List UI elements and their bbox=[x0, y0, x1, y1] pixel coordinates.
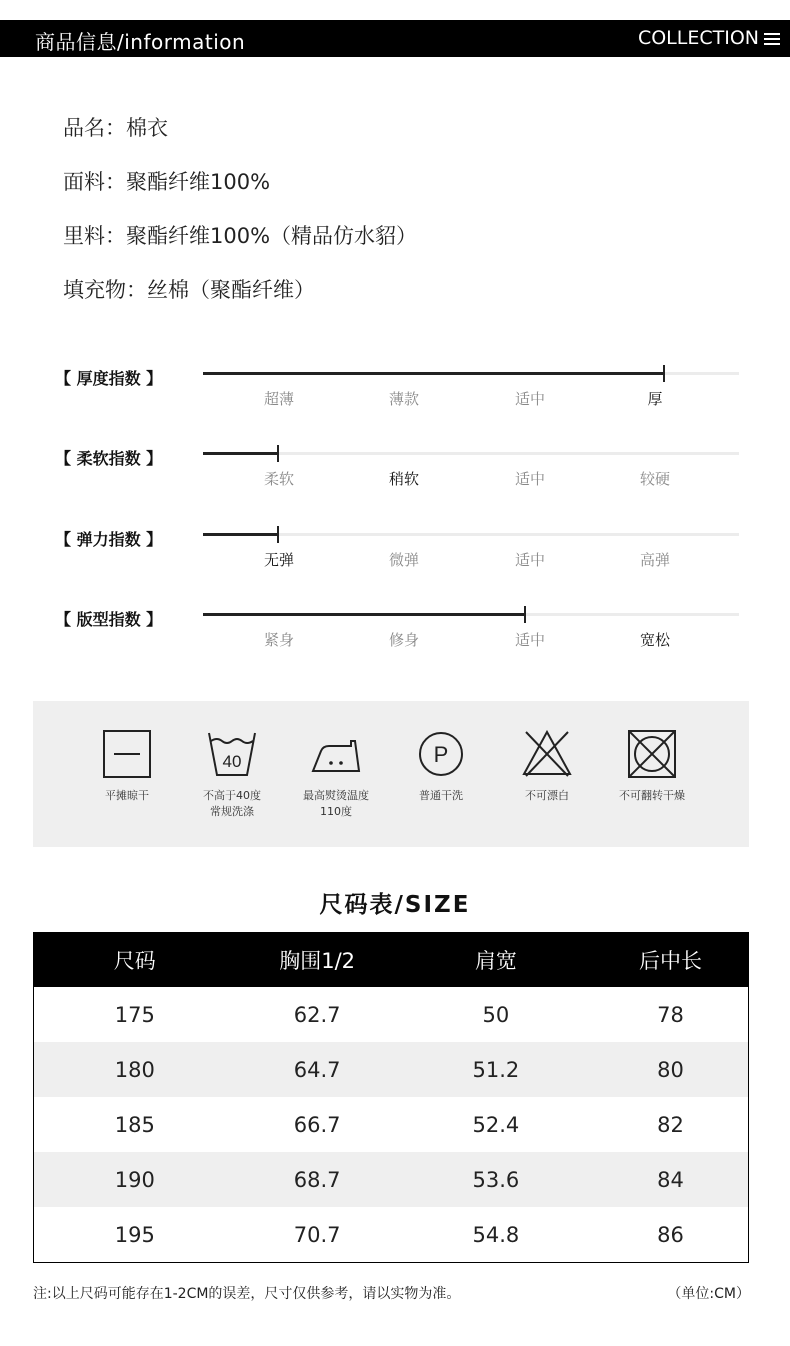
product-info bbox=[63, 113, 417, 329]
collection-menu[interactable] bbox=[638, 27, 780, 49]
index-tick-label: 薄款 bbox=[388, 390, 419, 408]
care-text: 110度 bbox=[320, 805, 352, 818]
index-marker bbox=[277, 526, 279, 543]
column-header: 后中长 bbox=[593, 933, 748, 988]
care-text: 常规洗涤 bbox=[210, 805, 254, 818]
care-text: 不可漂白 bbox=[525, 789, 569, 802]
table-cell: 86 bbox=[657, 1222, 684, 1247]
table-cell: 84 bbox=[593, 1152, 748, 1207]
table-cell: 190 bbox=[34, 1152, 236, 1207]
care-text: 平摊晾干 bbox=[105, 789, 149, 802]
care-item bbox=[391, 729, 491, 804]
index-label: 【 版型指数 】 bbox=[55, 610, 163, 629]
care-item bbox=[286, 729, 386, 820]
flat-dry-shade-icon bbox=[102, 729, 152, 779]
index-label: 【 柔软指数 】 bbox=[55, 449, 163, 468]
index-tick-label: 较硬 bbox=[639, 470, 670, 488]
index-tick-label: 适中 bbox=[514, 551, 545, 569]
table-row bbox=[34, 1152, 749, 1207]
dry-clean-letter: P bbox=[433, 742, 449, 767]
table-header-row bbox=[34, 933, 749, 988]
footer-note: 注:以上尺码可能存在1-2CM的误差，尺寸仅供参考，请以实物为准。 bbox=[33, 1286, 461, 1302]
table-cell: 51.2 bbox=[399, 1042, 593, 1097]
care-item bbox=[77, 729, 177, 804]
collection-label: COLLECTION bbox=[637, 27, 759, 49]
table-cell: 50 bbox=[482, 1002, 510, 1027]
care-item bbox=[602, 729, 702, 804]
table-row bbox=[34, 1207, 749, 1263]
iron-110-icon bbox=[311, 729, 361, 779]
table-cell: 52.4 bbox=[472, 1112, 520, 1137]
index-row bbox=[0, 369, 790, 432]
wash-temp-number: 40 bbox=[222, 752, 242, 771]
table-cell: 68.7 bbox=[236, 1152, 399, 1207]
index-track-fill bbox=[203, 372, 664, 375]
size-table-title: 尺码表/SIZE bbox=[319, 892, 471, 918]
column-header: 尺码 bbox=[34, 933, 236, 988]
header-bar bbox=[0, 20, 790, 57]
index-tick-label: 紧身 bbox=[263, 631, 294, 649]
info-fabric: 面料：聚酯纤维100% bbox=[63, 170, 271, 194]
index-tick-label: 宽松 bbox=[639, 631, 670, 649]
table-row bbox=[34, 987, 749, 1042]
wash-40-icon bbox=[207, 729, 257, 779]
column-header: 肩宽 bbox=[399, 933, 593, 988]
index-marker bbox=[663, 365, 665, 382]
table-cell: 180 bbox=[34, 1042, 236, 1097]
info-filling: 填充物：丝棉（聚酯纤维） bbox=[63, 278, 315, 302]
info-lining: 里料：聚酯纤维100%（精品仿水貂） bbox=[63, 224, 418, 248]
index-tick-label: 柔软 bbox=[263, 470, 294, 488]
index-track bbox=[203, 372, 739, 375]
care-item bbox=[182, 729, 282, 820]
table-row bbox=[34, 1097, 749, 1152]
care-text: 最高熨烫温度 bbox=[303, 789, 369, 802]
menu-icon bbox=[764, 32, 780, 45]
index-tick-label: 稍软 bbox=[388, 470, 419, 488]
index-row bbox=[0, 530, 790, 593]
index-label: 【 弹力指数 】 bbox=[55, 530, 163, 549]
index-track-fill bbox=[203, 613, 525, 616]
index-tick-label: 高弹 bbox=[639, 551, 670, 569]
table-cell: 64.7 bbox=[236, 1042, 399, 1097]
table-cell: 66.7 bbox=[293, 1112, 341, 1137]
table-cell: 82 bbox=[657, 1112, 684, 1137]
care-item bbox=[497, 729, 597, 804]
column-header: 胸围1/2 bbox=[236, 933, 399, 988]
no-tumble-dry-icon bbox=[627, 729, 677, 779]
table-cell: 54.8 bbox=[472, 1222, 520, 1247]
care-text: 不可翻转干燥 bbox=[619, 789, 685, 802]
index-tick-label: 适中 bbox=[514, 390, 545, 408]
info-name: 品名：棉衣 bbox=[63, 116, 168, 140]
index-marker bbox=[524, 606, 526, 623]
index-tick-label: 无弹 bbox=[263, 551, 294, 569]
index-tick-label: 适中 bbox=[514, 470, 545, 488]
index-track bbox=[203, 452, 739, 455]
index-track-fill bbox=[203, 533, 278, 536]
index-tick-label: 修身 bbox=[388, 631, 419, 649]
index-row bbox=[0, 449, 790, 512]
index-label: 【 厚度指数 】 bbox=[55, 369, 163, 388]
index-track bbox=[203, 533, 739, 536]
dry-clean-p-icon bbox=[416, 729, 466, 779]
size-table bbox=[33, 932, 749, 1263]
unit-label: （单位:CM） bbox=[667, 1286, 750, 1302]
table-cell: 80 bbox=[593, 1042, 748, 1097]
index-tick-label: 适中 bbox=[514, 631, 545, 649]
table-cell: 185 bbox=[114, 1112, 155, 1137]
index-track bbox=[203, 613, 739, 616]
table-row bbox=[34, 1042, 749, 1097]
table-cell: 70.7 bbox=[293, 1222, 341, 1247]
table-cell: 175 bbox=[114, 1002, 155, 1027]
index-tick-label: 超薄 bbox=[263, 390, 294, 408]
index-marker bbox=[277, 445, 279, 462]
index-row bbox=[0, 610, 790, 673]
table-cell: 62.7 bbox=[293, 1002, 341, 1027]
table-cell: 195 bbox=[114, 1222, 155, 1247]
index-track-fill bbox=[203, 452, 278, 455]
no-bleach-icon bbox=[522, 729, 572, 779]
index-tick-label: 厚 bbox=[647, 390, 663, 408]
header-title: 商品信息/information bbox=[35, 30, 246, 54]
table-cell: 78 bbox=[657, 1002, 684, 1027]
table-cell: 53.6 bbox=[399, 1152, 593, 1207]
care-instructions bbox=[33, 701, 749, 847]
care-text: 普通干洗 bbox=[419, 789, 463, 802]
care-text: 不高于40度 bbox=[203, 789, 261, 802]
index-tick-label: 微弹 bbox=[388, 551, 419, 569]
